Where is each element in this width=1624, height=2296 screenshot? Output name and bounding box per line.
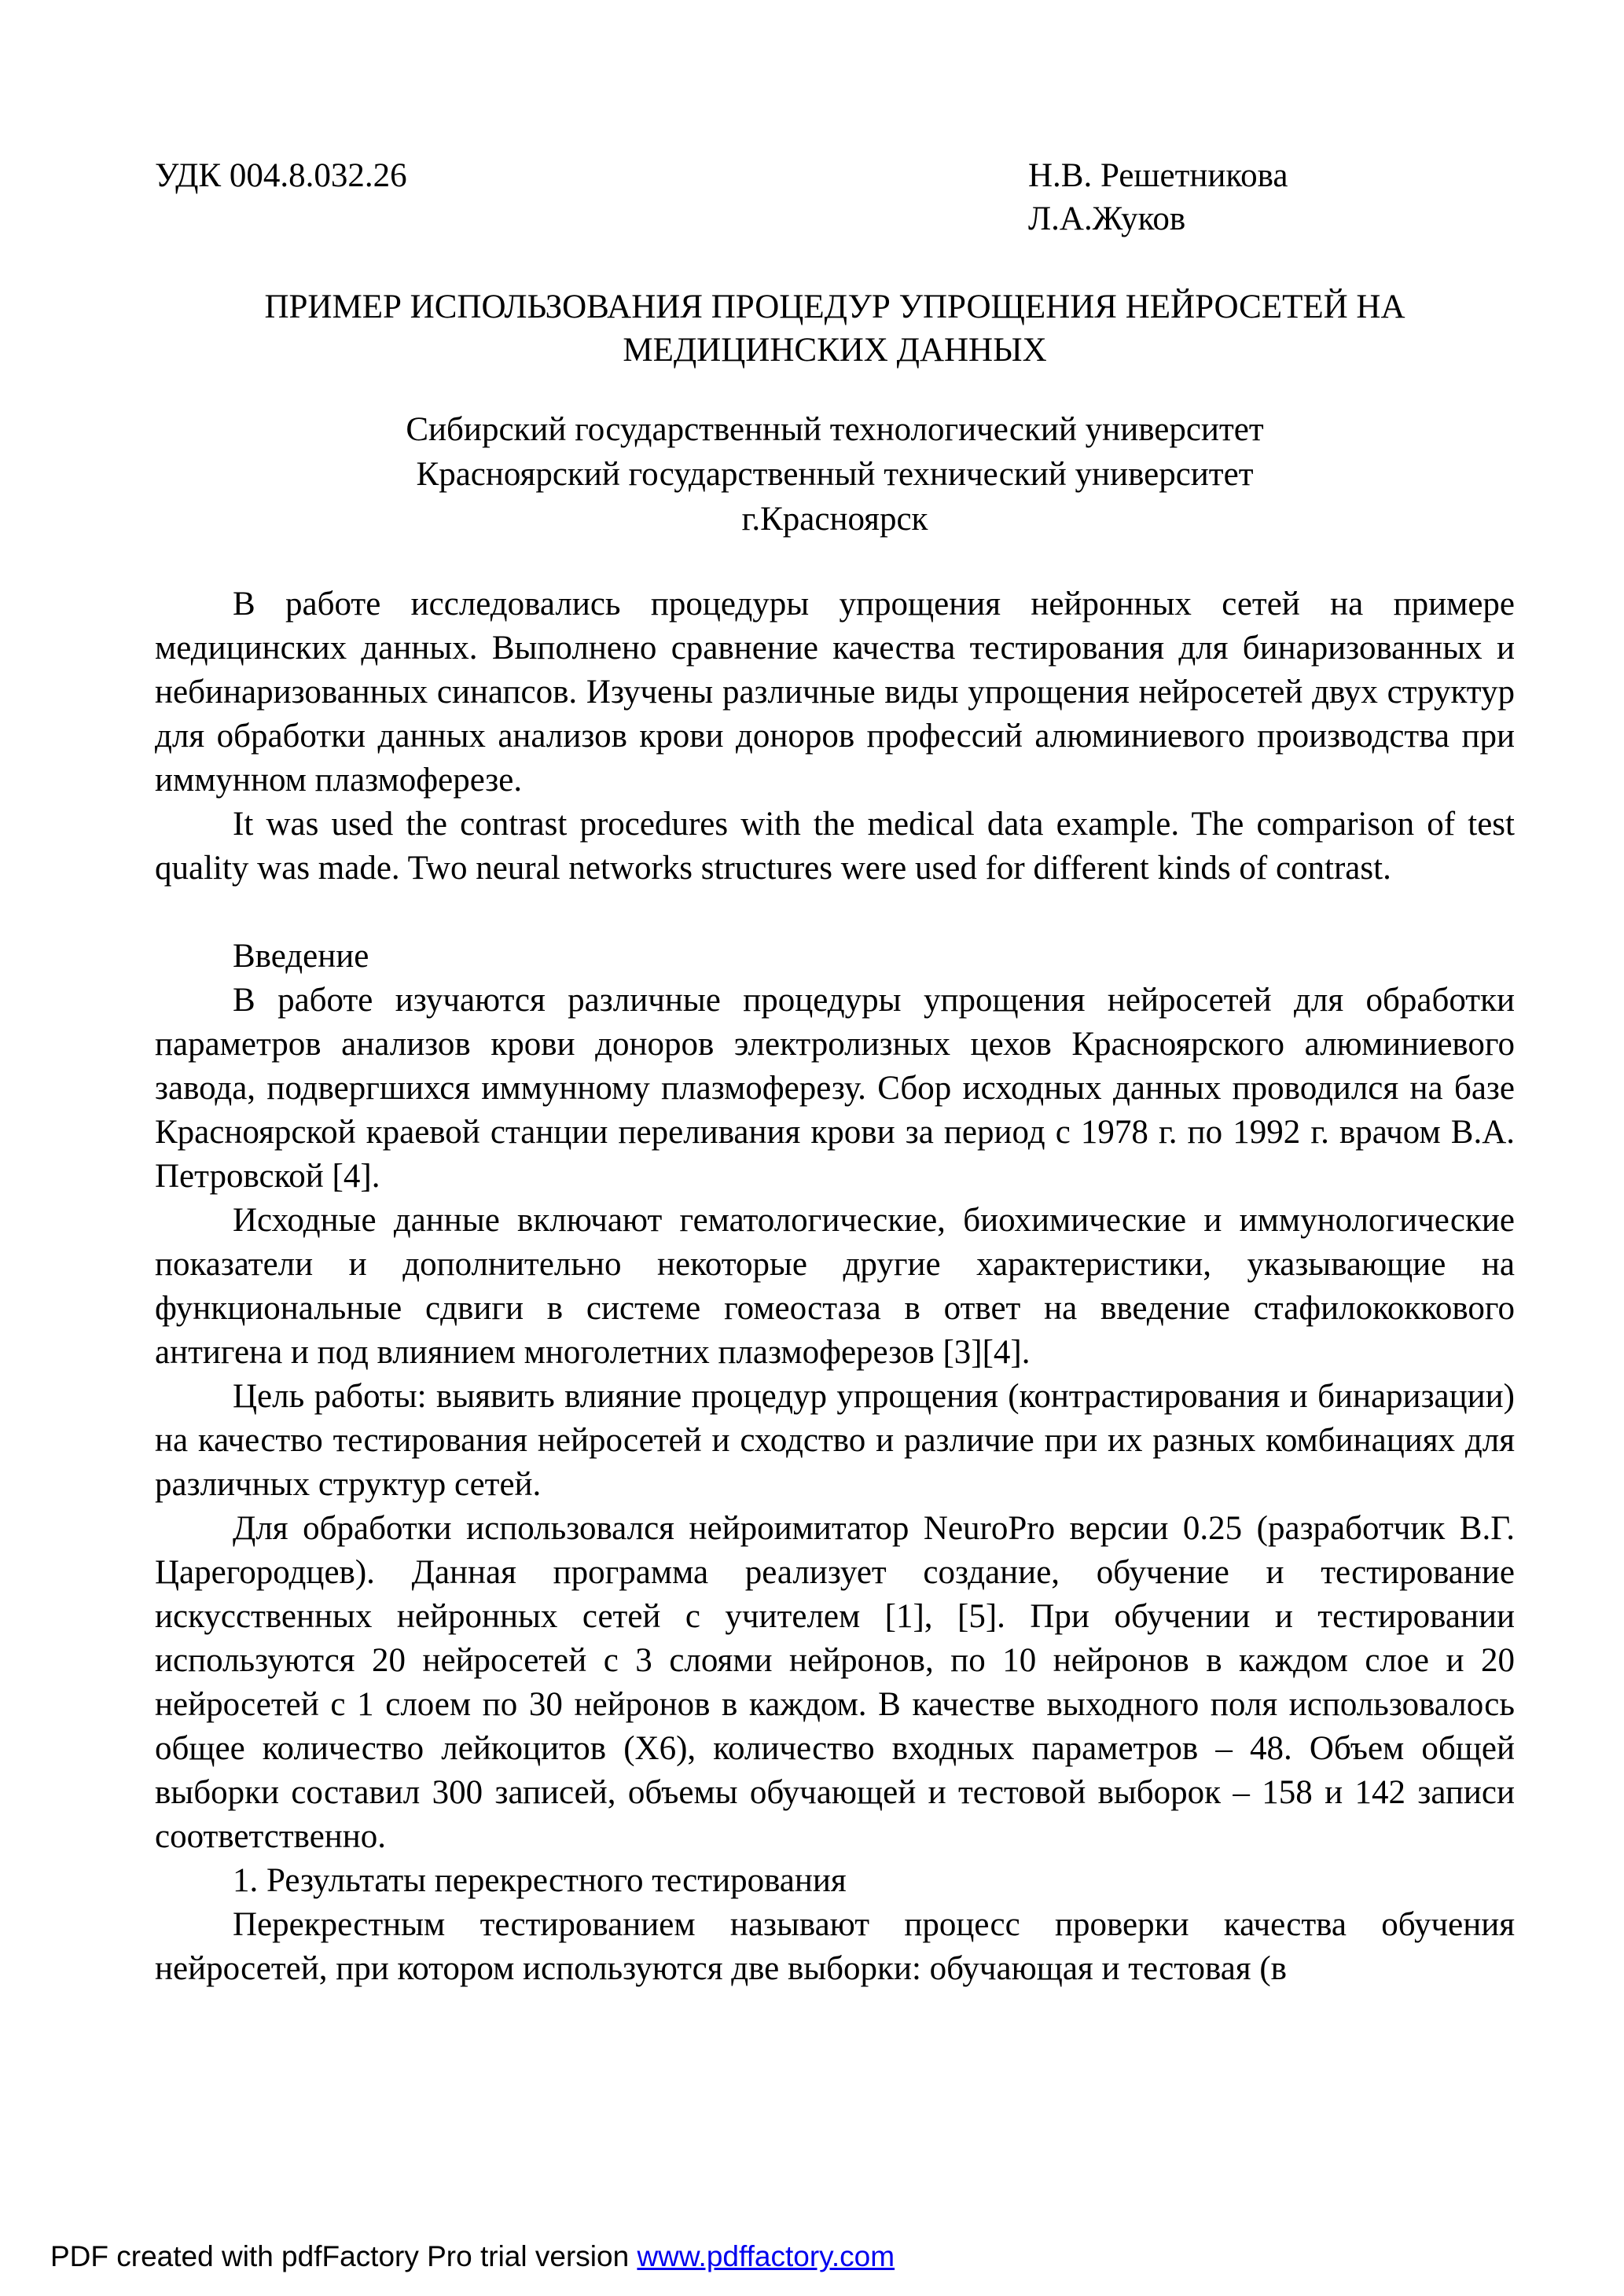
title-line: ПРИМЕР ИСПОЛЬЗОВАНИЯ ПРОЦЕДУР УПРОЩЕНИЯ НЕЙРОСЕТЕЙ НА [264,288,1405,325]
affiliation [155,407,1515,542]
body-paragraph: Перекрестным тестированием называют процесс проверки качества обучения нейросетей, при котором используются две выборки: обучающая и тестовая (в [155,1906,1515,1987]
section-heading-introduction: Введение [233,938,369,975]
authors [1028,154,1288,241]
footer-link[interactable]: www.pdffactory.com [637,2240,895,2272]
header-row [155,154,1515,241]
author-name: Л.А.Жуков [1028,200,1186,237]
section-heading-cross-testing: 1. Результаты перекрестного тестирования [233,1862,847,1899]
body-paragraph: В работе изучаются различные процедуры упрощения нейросетей для обработки параметров анализов крови доноров электролизных цехов Красноярского алюминиевого завода, подвергшихся иммунному плазмоферезу. Сбор исходных данных проводился на базе Красноярской краевой станции переливания крови за период с 1978 г. по 1992 г. врачом В.А. Петровской [4]. [155,982,1515,1195]
footer-text: PDF created with pdfFactory Pro trial version [50,2240,637,2272]
affiliation-line: г.Красноярск [741,501,928,538]
body-paragraph: Для обработки использовался нейроимитатор NeuroPro версии 0.25 (разработчик В.Г. Царегородцев). Данная программа реализует создание, обучение и тестирование искусственных нейронных сетей с учителем [1], [5]. При обучении и тестировании используются 20 нейросетей с 3 слоями нейронов, по 10 нейронов в каждом слое и 20 нейросетей с 1 слоем по 30 нейронов в каждом. В качестве выходного поля использовалось общее количество лейкоцитов (Х6), количество входных параметров – 48. Объем общей выборки составил 300 записей, объемы обучающей и тестовой выборок – 158 и 142 записи соответственно. [155,1510,1515,1855]
abstract-russian: В работе исследовались процедуры упрощения нейронных сетей на примере медицинских данных. Выполнено сравнение качества тестирования для бинаризованных и небинаризованных синапсов. Изучены различные виды упрощения нейросетей двух структур для обработки данных анализов крови доноров профессий алюминиевого производства при иммунном плазмоферезе. [155,586,1515,799]
body-paragraph: Исходные данные включают гематологические, биохимические и иммунологические показатели и дополнительно некоторые другие характеристики, указывающие на функциональные сдвиги в системе гомеостаза в ответ на введение стафилококкового антигена и под влиянием многолетних плазмоферезов [3][4]. [155,1202,1515,1371]
affiliation-line: Сибирский государственный технологический университет [406,411,1264,448]
affiliation-line: Красноярский государственный технический университет [416,456,1254,493]
paper-title [155,285,1515,372]
udk-code: УДК 004.8.032.26 [155,157,407,194]
abstract-english: It was used the contrast procedures with the medical data example. The comparison of test quality was made. Two neural networks structures were used for different kinds of contrast. [155,806,1515,887]
body-text [155,582,1515,1991]
author-name: Н.В. Решетникова [1028,157,1288,194]
body-paragraph: Цель работы: выявить влияние процедур упрощения (контрастирования и бинаризации) на качество тестирования нейросетей и сходство и различие при их разных комбинациях для различных структур сетей. [155,1378,1515,1503]
pdf-footer [50,2239,895,2274]
title-line: МЕДИЦИНСКИХ ДАННЫХ [623,332,1047,369]
